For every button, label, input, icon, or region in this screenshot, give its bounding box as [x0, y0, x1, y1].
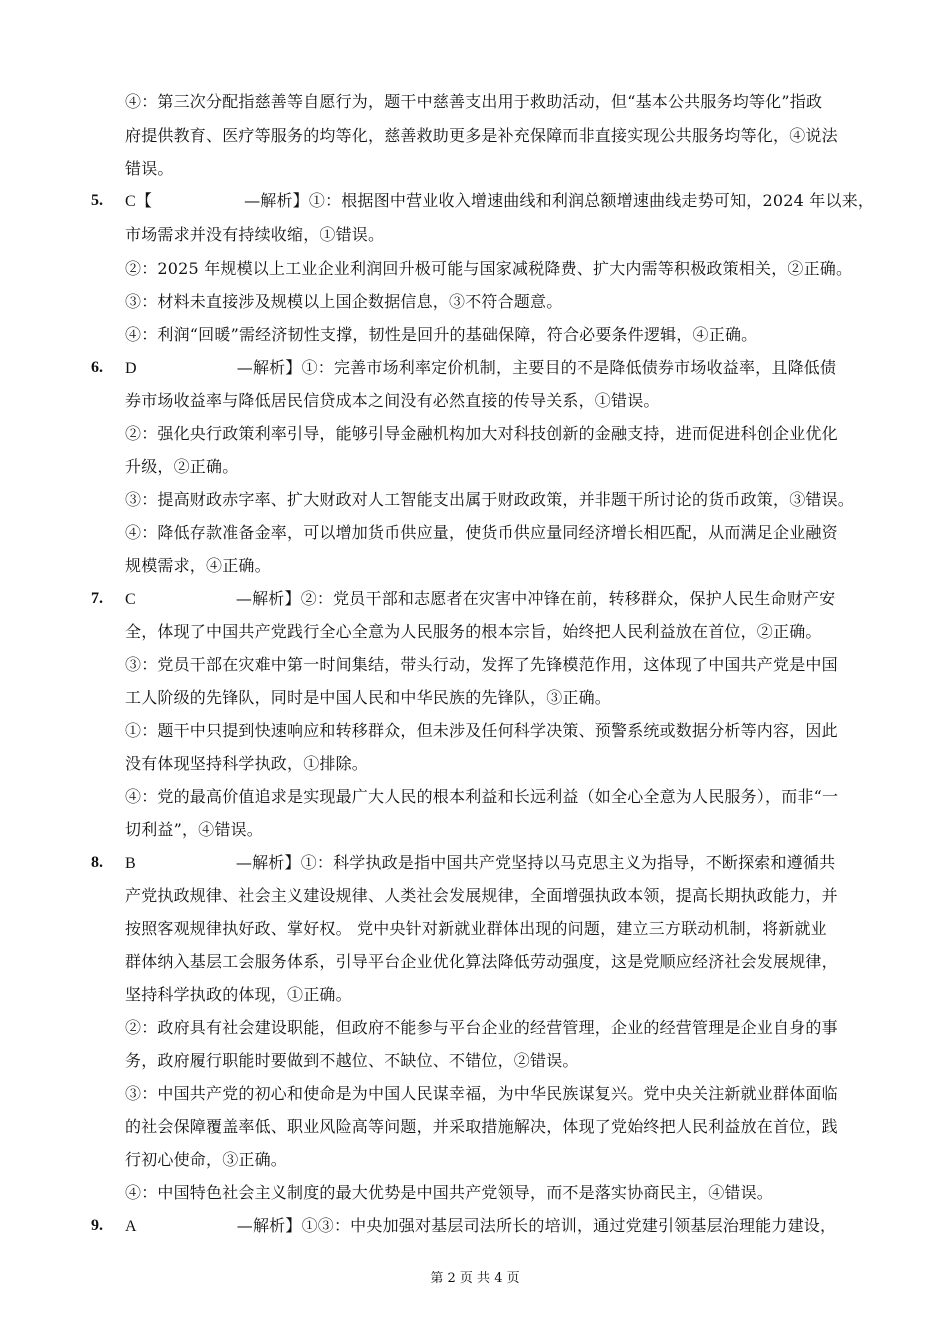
text-line: 按照客观规律执好政、掌好权。 党中央针对新就业群体出现的问题，建立三方联动机制，将新就业 [125, 919, 827, 938]
text-line: ④：党的最高价值追求是实现最广大人民的根本利益和长远利益（如全心全意为人民服务），而非“一 [125, 787, 839, 806]
text-line: 务，政府履行职能时要做到不越位、不缺位、不错位，②错误。 [125, 1051, 579, 1070]
text-line: ①③：中央加强对基层司法所长的培训，通过党建引领基层治理能力建设， [301, 1216, 837, 1235]
question-number: 5. [91, 192, 103, 209]
answer-letter: A [125, 1218, 137, 1235]
analysis-label: —解析】 [236, 1216, 302, 1235]
question-7-first-line [125, 588, 835, 611]
question-6-first-line [125, 357, 836, 380]
text-line: ①：题干中只提到快速响应和转移群众，但未涉及任何科学决策、预警系统或数据分析等内容，因此 [125, 721, 838, 740]
text-line: 坚持科学执政的体现，①正确。 [125, 985, 352, 1004]
text-line: 切利益”，④错误。 [125, 820, 263, 839]
text-line: ②：党员干部和志愿者在灾害中冲锋在前，转移群众，保护人民生命财产安 [300, 589, 836, 608]
question-number: 9. [91, 1217, 103, 1234]
text-line: ④：利润“回暖”需经济韧性支撑，韧性是回升的基础保障，符合必要条件逻辑，④正确。 [125, 325, 758, 344]
text-line: 行初心使命，③正确。 [125, 1150, 288, 1169]
question-5-first-line [125, 190, 874, 213]
text-line: 府提供教育、医疗等服务的均等化，慈善救助更多是补充保障而非直接实现公共服务均等化，④说法 [125, 126, 838, 145]
text-line: ③：中国共产党的初心和使命是为中国人民谋幸福，为中华民族谋复兴。党中央关注新就业群体面临 [125, 1084, 838, 1103]
analysis-label: —解析】 [235, 853, 301, 872]
text-line: 市场需求并没有持续收缩，①错误。 [125, 225, 385, 244]
text-line: ①：根据图中营业收入增速曲线和利润总额增速曲线走势可知，2024 年以来， [308, 191, 875, 210]
analysis-label: —解析】 [244, 191, 309, 210]
answer-letter: D [125, 360, 137, 377]
text-line: ③：材料未直接涉及规模以上国企数据信息，③不符合题意。 [125, 292, 563, 311]
answer-letter: B [125, 855, 136, 872]
text-line: 错误。 [125, 159, 174, 178]
text-line: 升级，②正确。 [125, 457, 239, 476]
text-line: 产党执政规律、社会主义建设规律、人类社会发展规律，全面增强执政本领，提高长期执政能力，并 [125, 886, 838, 905]
question-number: 6. [91, 359, 103, 376]
analysis-label: —解析】 [236, 358, 302, 377]
text-line: 工人阶级的先锋队，同时是中国人民和中华民族的先锋队，③正确。 [125, 688, 612, 707]
text-line: ④：中国特色社会主义制度的最大优势是中国共产党领导，而不是落实协商民主，④错误。 [125, 1183, 774, 1202]
text-line: ③：党员干部在灾难中第一时间集结，带头行动，发挥了先锋模范作用，这体现了中国共产党是中国 [125, 655, 838, 674]
text-line: ④：降低存款准备金率，可以增加货币供应量，使货币供应量同经济增长相匹配，从而满足企业融资 [125, 523, 838, 542]
text-line: 群体纳入基层工会服务体系，引导平台企业优化算法降低劳动强度，这是党顺应经济社会发展规律， [125, 952, 838, 971]
text-line: ②：政府具有社会建设职能，但政府不能参与平台企业的经营管理，企业的经营管理是企业自身的事 [125, 1018, 838, 1037]
text-line: ②：强化央行政策利率引导，能够引导金融机构加大对科技创新的金融支持，进而促进科创企业优化 [125, 424, 838, 443]
question-number: 7. [91, 590, 103, 607]
answer-letter: C【 [125, 193, 153, 210]
text-line: 没有体现坚持科学执政，①排除。 [125, 754, 369, 773]
analysis-label: —解析】 [235, 589, 301, 608]
answer-letter: C [125, 591, 136, 608]
question-9-first-line [125, 1215, 836, 1238]
text-line: 全，体现了中国共产党践行全心全意为人民服务的根本宗旨，始终把人民利益放在首位，②正确。 [125, 622, 822, 641]
text-line: ②：2025 年规模以上工业企业利润回升极可能与国家减税降费、扩大内需等积极政策相关，②正确。 [125, 259, 853, 278]
question-8-first-line [125, 852, 835, 875]
page-footer: 第 2 页 共 4 页 [430, 1271, 520, 1286]
text-line: ①：完善市场利率定价机制，主要目的不是降低债券市场收益率，且降低债 [301, 358, 837, 377]
question-number: 8. [91, 854, 103, 871]
text-line: ①：科学执政是指中国共产党坚持以马克思主义为指导，不断探索和遵循共 [300, 853, 836, 872]
text-line: ③：提高财政赤字率、扩大财政对人工智能支出属于财政政策，并非题干所讨论的货币政策，③错误。 [125, 490, 855, 509]
text-line: ④：第三次分配指慈善等自愿行为，题干中慈善支出用于救助活动，但“基本公共服务均等化”指政 [125, 92, 823, 111]
text-line: 的社会保障覆盖率低、职业风险高等问题，并采取措施解决，体现了党始终把人民利益放在首位，践 [125, 1117, 838, 1136]
text-line: 规模需求，④正确。 [125, 556, 271, 575]
text-line: 券市场收益率与降低居民信贷成本之间没有必然直接的传导关系，①错误。 [125, 391, 660, 410]
